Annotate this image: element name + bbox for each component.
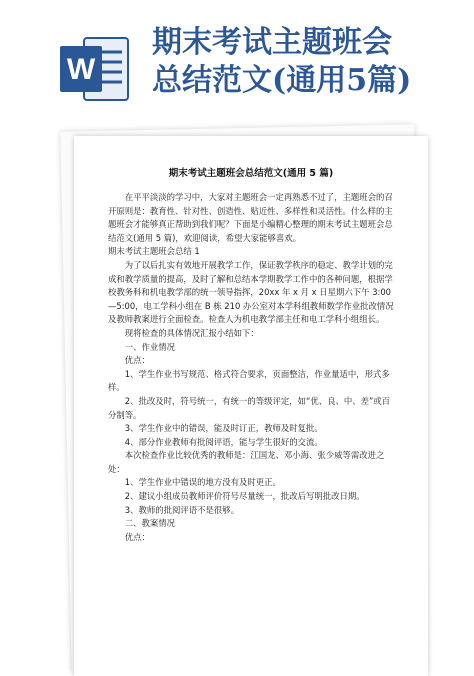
- document-paragraph: 优点：: [124, 531, 150, 542]
- document-page: [74, 136, 428, 676]
- document-paragraph: 4、部分作业教师有批阅评语，能与学生很好的交流。: [124, 436, 323, 447]
- document-paragraph: 二、教案情况: [124, 518, 176, 529]
- document-paragraph: 3、学生作业中的错误，能及时订正，教师及时复批。: [124, 423, 323, 434]
- document-body: [108, 191, 396, 544]
- document-paragraph: 1、学生作业中错误的地方没有及时更正。: [124, 477, 281, 488]
- page-headline: [152, 24, 462, 100]
- document-paragraph: 3、教师的批阅评语不是很够。: [124, 504, 239, 515]
- document-paragraph: 本次检查作业比较优秀的教师是：江国龙、邓小海、张少威等需改进之处：: [108, 450, 385, 474]
- document-paragraph: 期末考试主题班会总结 1: [108, 246, 200, 257]
- document-paragraph: 为了以后扎实有效地开展教学工作，保证教学秩序的稳定、教学计划的完成和教学质量的提高，及时了解和总结本学期教学工作中的各种问题，根据学校教务科和机电教学部的统一领导指挥，20xx 年 x 月 x 日星期六下午 3:00—5:00，电工学科小组在 B 栋 210 办公室对本学科组教师数学作业批改情况及教师教案进行全面检查。检查人为机电教学部主任和电工学科小组组长。: [108, 259, 394, 325]
- document-paragraph: 优点：: [124, 355, 150, 366]
- logo-letter: W: [66, 53, 96, 86]
- document-paragraph: 现将检查的具体情况汇报小结如下：: [124, 327, 259, 338]
- document-paragraph: 2、批改及时，符号统一，有统一的等级评定，如“优、良、中、差”或百分制等。: [108, 395, 391, 420]
- document-paragraph: 一、作业情况: [124, 341, 176, 352]
- document-paragraph: 1、学生作业书写规范、格式符合要求，页面整洁，作业量适中，形式多样。: [108, 368, 390, 393]
- document-paragraph: 在平平淡淡的学习中，大家对主题班会一定再熟悉不过了，主题班会的召开原则是：教育性、针对性、创造性、贴近性、多样性和灵活性。什么样的主题班会才能够真正帮助到我们呢？下面是小编精心整理的期末考试主题班会总结范文(通用 5 篇)，欢迎阅读，希望大家能够喜欢。: [108, 192, 393, 243]
- headline-line-2: 总结范文(通用5篇): [152, 63, 412, 98]
- word-logo-icon: [58, 32, 132, 106]
- document-title: 期末考试主题班会总结范文(通用 5 篇): [168, 168, 334, 179]
- headline-line-1: 期末考试主题班会: [152, 25, 392, 60]
- document-paragraph: 2、建议小组成员教师评价符号尽量统一，批改后写明批改日期。: [124, 491, 365, 502]
